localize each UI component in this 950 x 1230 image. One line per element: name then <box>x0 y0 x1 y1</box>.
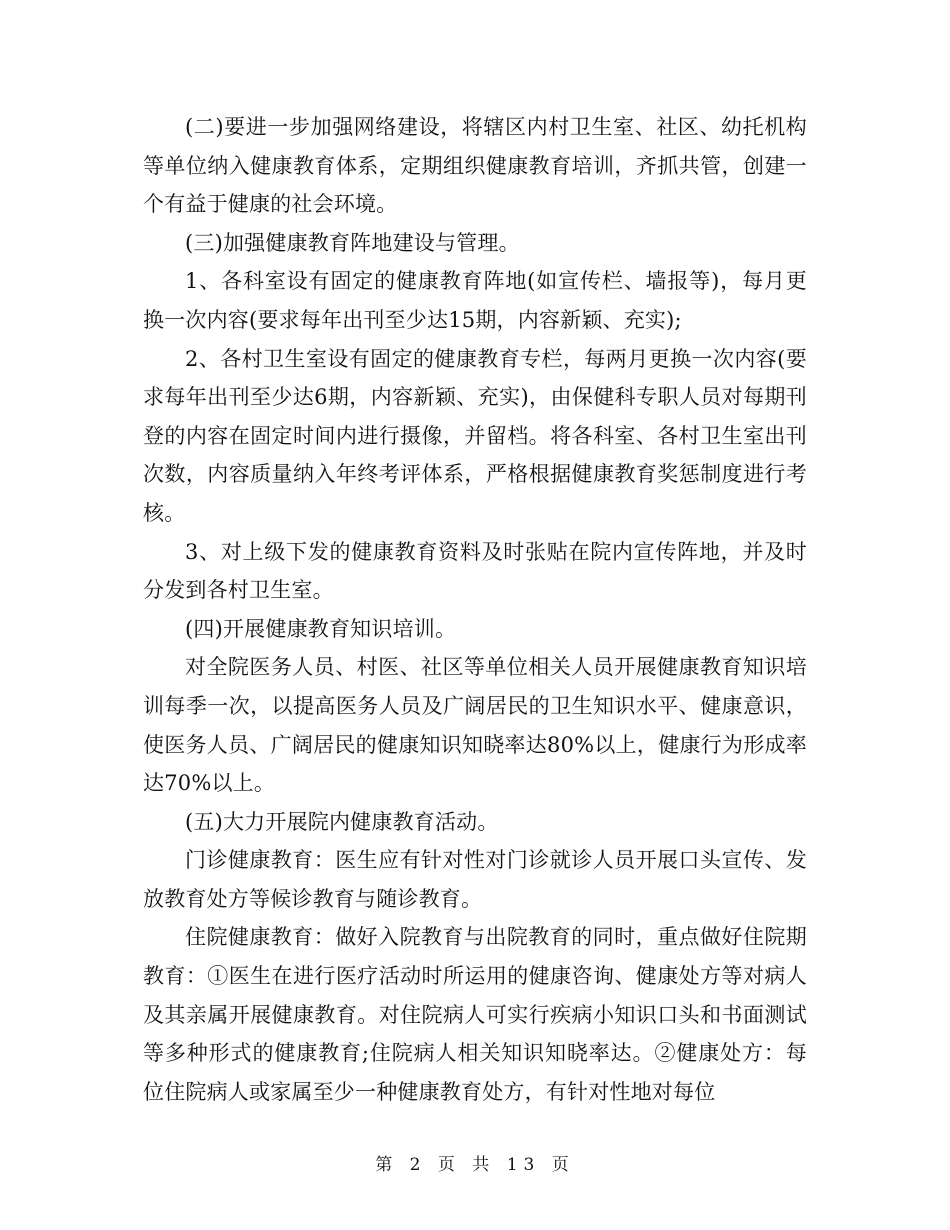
heading-knowledge-training: (四)开展健康教育知识培训。 <box>185 616 457 641</box>
document-body <box>143 108 807 1111</box>
paragraph-village-columns: 2、各村卫生室设有固定的健康教育专栏，每两月更换一次内容(要求每年出刊至少达6期，内容新颖、充实)，由保健科专职人员对每期刊登的内容在固定时间内进行摄像，并留档。将各科室、各村卫生室出刊次数，内容质量纳入年终考评体系，严格根据健康教育奖惩制度进行考核。 <box>143 346 807 525</box>
paragraph-department-boards: 1、各科室设有固定的健康教育阵地(如宣传栏、墙报等)，每月更换一次内容(要求每年出刊至少达15期，内容新颖、充实); <box>143 269 807 332</box>
heading-position-building: (三)加强健康教育阵地建设与管理。 <box>185 230 520 255</box>
heading-hospital-activities: (五)大力开展院内健康教育活动。 <box>185 809 499 834</box>
paragraph-materials-distribution: 3、对上级下发的健康教育资料及时张贴在院内宣传阵地，并及时分发到各村卫生室。 <box>143 539 807 603</box>
paragraph-network-building: (二)要进一步加强网络建设，将辖区内村卫生室、社区、幼托机构等单位纳入健康教育体系，定期组织健康教育培训，齐抓共管，创建一个有益于健康的社会环境。 <box>143 115 807 217</box>
page-footer: 第 2 页 共 13 页 <box>375 1155 575 1175</box>
paragraph-outpatient-education: 门诊健康教育：医生应有针对性对门诊就诊人员开展口头宣传、发放教育处方等候诊教育与随诊教育。 <box>143 848 807 911</box>
paragraph-inpatient-education: 住院健康教育：做好入院教育与出院教育的同时，重点做好住院期教育：①医生在进行医疗活动时所运用的健康咨询、健康处方等对病人及其亲属开展健康教育。对住院病人可实行疾病小知识口头和书面测试等多种形式的健康教育;住院病人相关知识知晓率达。②健康处方：每位住院病人或家属至少一种健康教育处方，有针对性地对每位 <box>143 925 807 1104</box>
paragraph-training-details: 对全院医务人员、村医、社区等单位相关人员开展健康教育知识培训每季一次，以提高医务人员及广阔居民的卫生知识水平、健康意识，使医务人员、广阔居民的健康知识知晓率达80%以上，健康行为形成率达70%以上。 <box>143 655 807 796</box>
